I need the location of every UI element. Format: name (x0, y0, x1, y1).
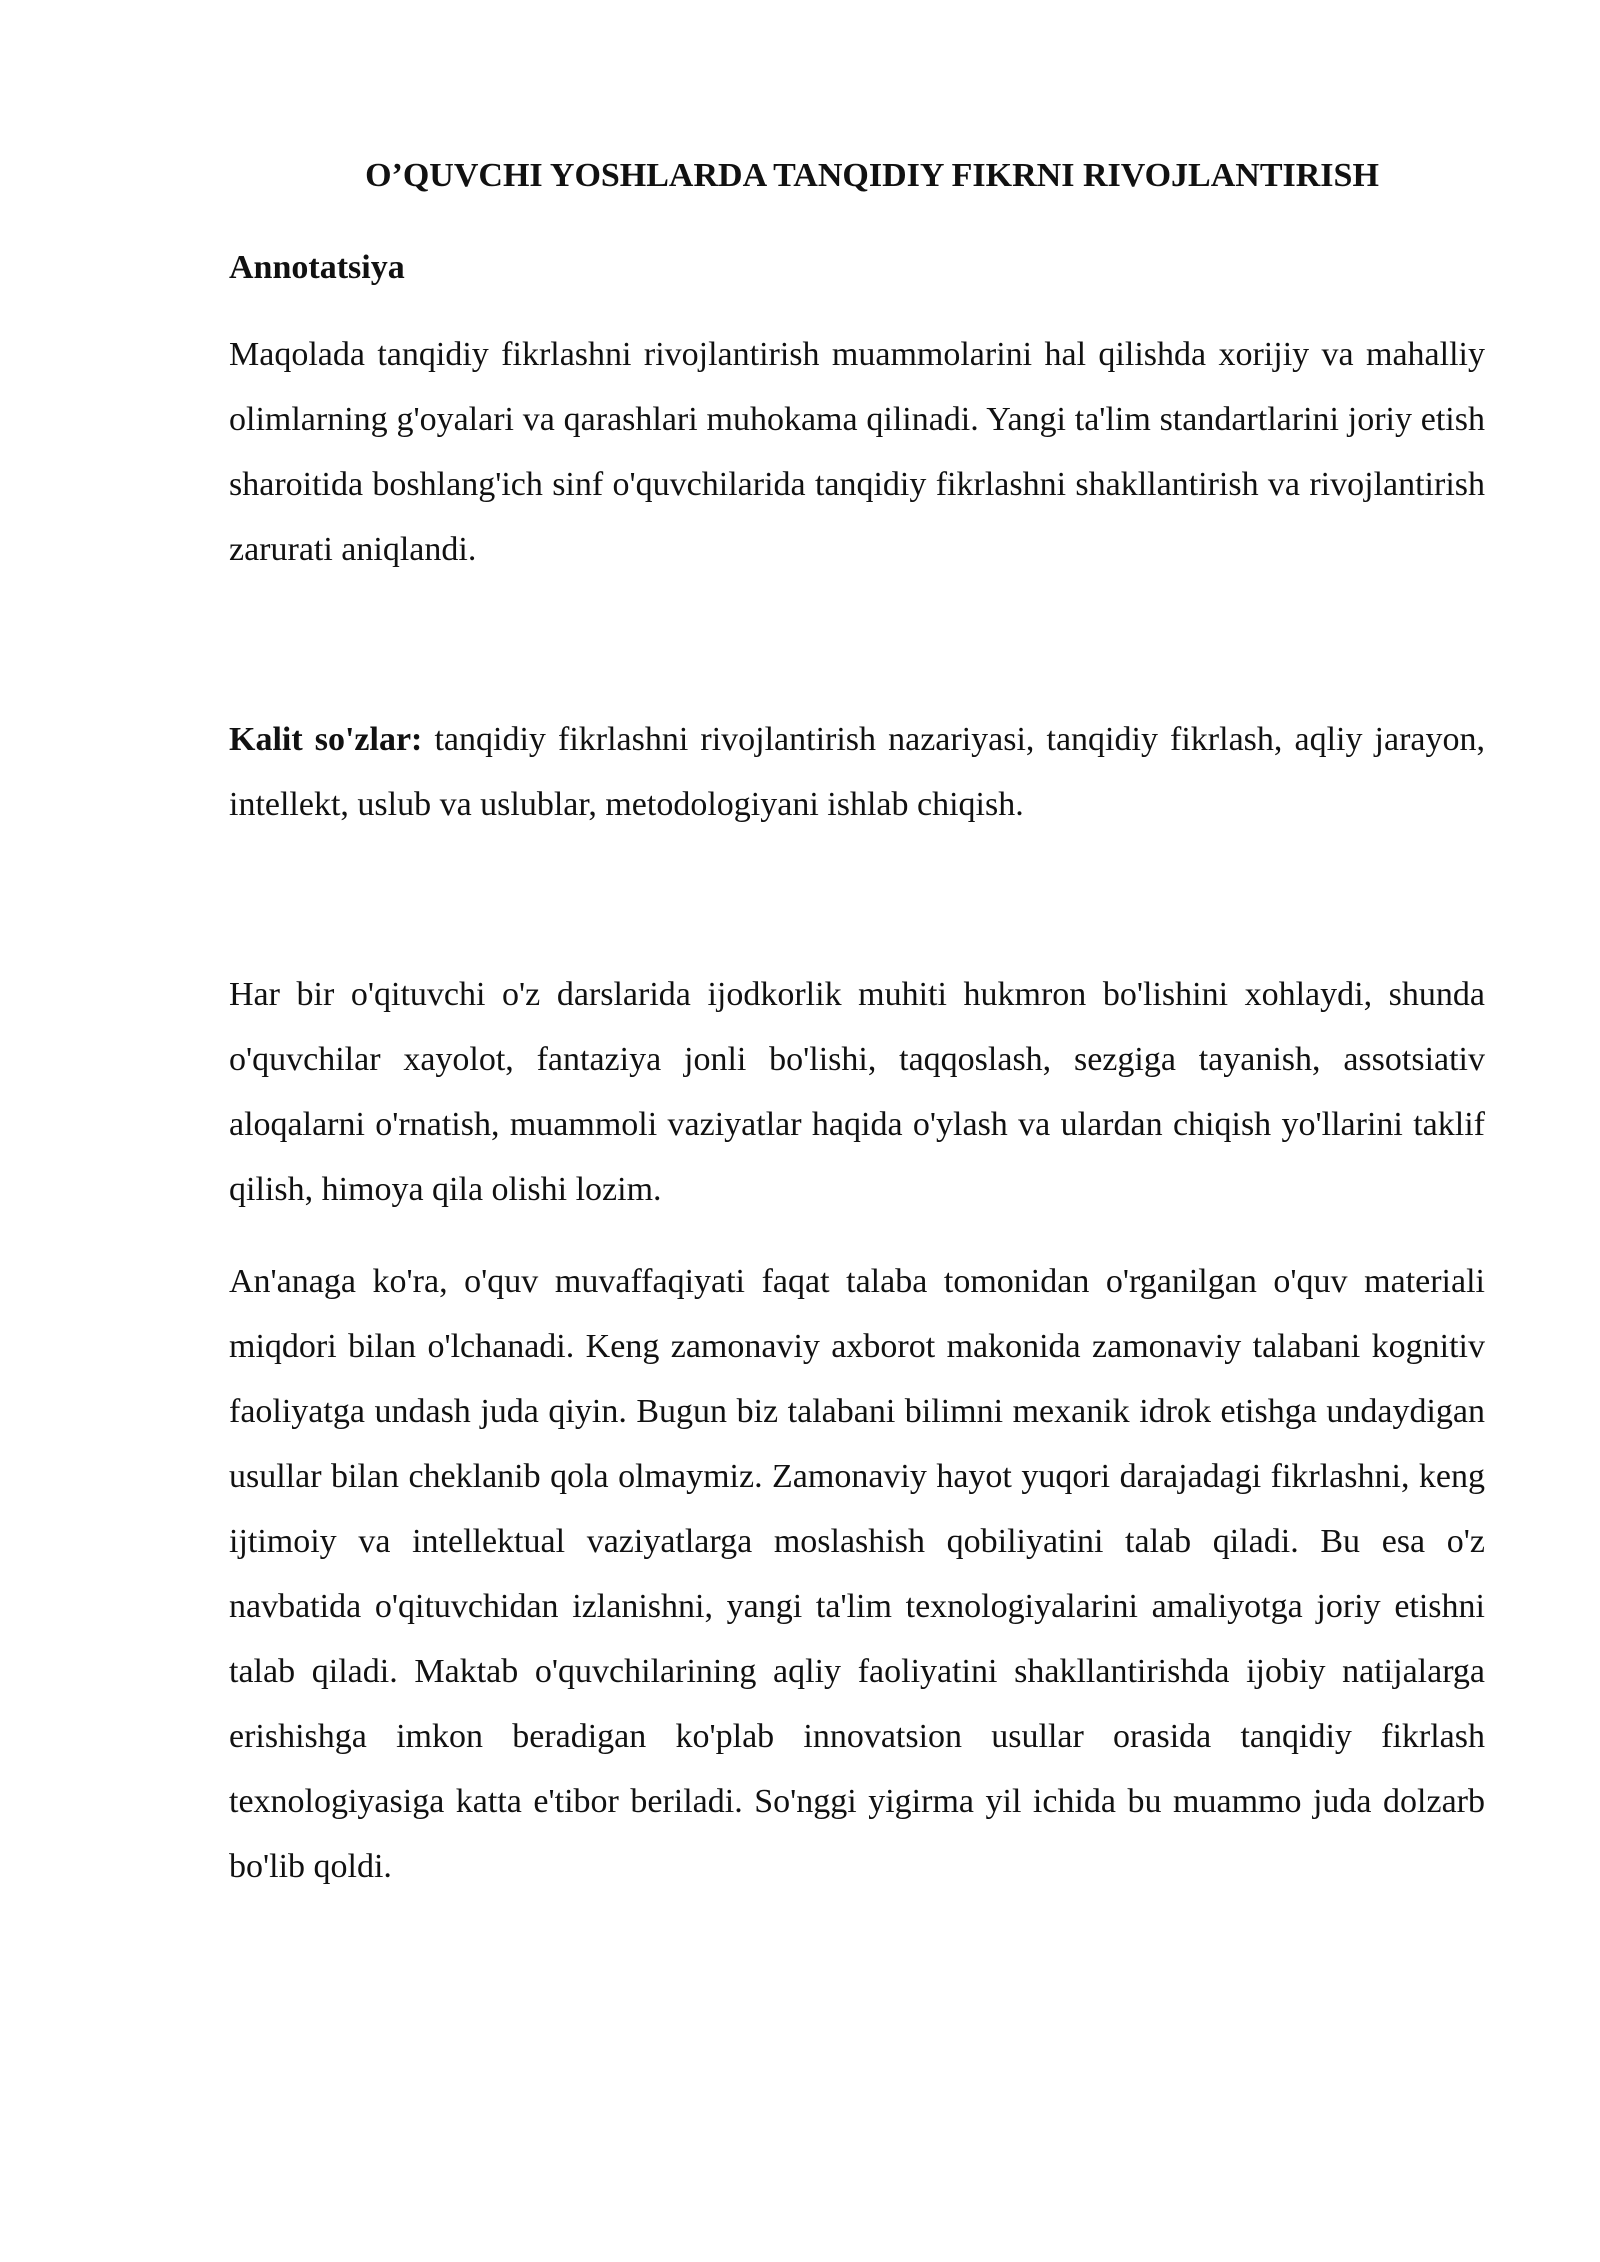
keywords-paragraph (229, 707, 1485, 837)
keywords-label: Kalit so'zlar: (229, 721, 423, 758)
abstract-heading: Annotatsiya (229, 249, 405, 286)
document-body (229, 150, 1485, 1899)
body-paragraph-1: Har bir o'qituvchi o'z darslarida ijodkorlik muhiti hukmron bo'lishini xohlaydi, shunda o'quvchilar xayolot, fantaziya jonli bo'lishi, taqqoslash, sezgiga tayanish, assotsiativ aloqalarni o'rnatish, muammoli vaziyatlar haqida o'ylash va ulardan chiqish yo'llarini taklif qilish, himoya qila olishi lozim. (229, 976, 1485, 1208)
abstract-paragraph: Maqolada tanqidiy fikrlashni rivojlantirish muammolarini hal qilishda xorijiy va mahalliy olimlarning g'oyalari va qarashlari muhokama qilinadi. Yangi ta'lim standartlarini joriy etish sharoitida boshlang'ich sinf o'quvchilarida tanqidiy fikrlashni shakllantirish va rivojlantirish zarurati aniqlandi. (229, 336, 1485, 568)
keywords-text: tanqidiy fikrlashni rivojlantirish nazariyasi, tanqidiy fikrlash, aqliy jarayon, intellekt, uslub va uslublar, metodologiyani ishlab chiqish. (229, 721, 1485, 823)
body-paragraph-2: An'anaga ko'ra, o'quv muvaffaqiyati faqat talaba tomonidan o'rganilgan o'quv materiali miqdori bilan o'lchanadi. Keng zamonaviy axborot makonida zamonaviy talabani kognitiv faoliyatga undash juda qiyin. Bugun biz talabani bilimni mexanik idrok etishga undaydigan usullar bilan cheklanib qola olmaymiz. Zamonaviy hayot yuqori darajadagi fikrlashni, keng ijtimoiy va intellektual vaziyatlarga moslashish qobiliyatini talab qiladi. Bu esa o'z navbatida o'qituvchidan izlanishni, yangi ta'lim texnologiyalarini amaliyotga joriy etishni talab qiladi. Maktab o'quvchilarining aqliy faoliyatini shakllantirishda ijobiy natijalarga erishishga imkon beradigan ko'plab innovatsion usullar orasida tanqidiy fikrlash texnologiyasiga katta e'tibor beriladi. So'nggi yigirma yil ichida bu muammo juda dolzarb bo'lib qoldi. (229, 1263, 1485, 1885)
document-title: O’QUVCHI YOSHLARDA TANQIDIY FIKRNI RIVOJLANTIRISH (365, 157, 1379, 194)
